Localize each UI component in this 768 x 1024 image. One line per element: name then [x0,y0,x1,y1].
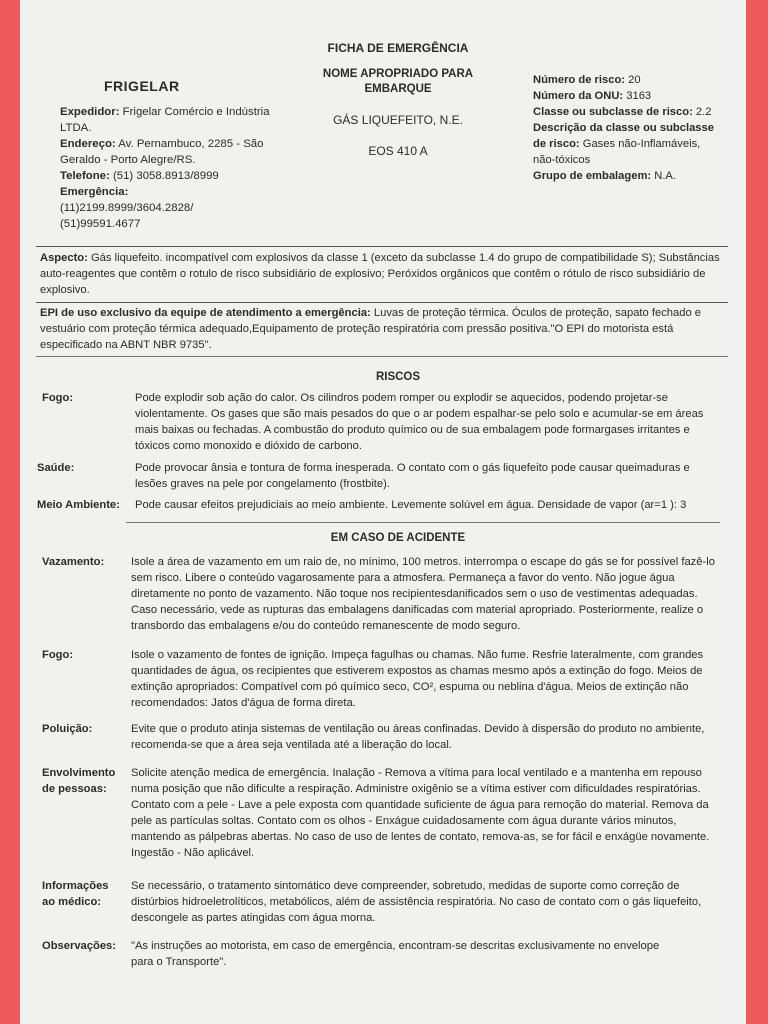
medico-label: Informações ao médico: [42,880,109,908]
observacoes-label: Observações: [42,940,117,952]
endereco: Endereço: Av. Pernambuco, 2285 - São Geraldo - Porto Alegre/RS. [60,138,264,166]
riscos-meio-text: Pode causar efeitos prejudiciais ao meio ambiente. Levemente solúvel em água. Densidade de vapor (ar=1 ): 3 [135,499,687,511]
right-red-border [746,0,768,1024]
document-title: FICHA DE EMERGÊNCIA [327,41,469,55]
envolvimento-label: Envolvimento de pessoas: [42,767,116,795]
acidente-fogo-label: Fogo: [42,649,74,661]
divider [36,356,728,357]
acidente-fogo-text: Isole o vazamento de fontes de ignição. Impeça fagulhas ou chamas. Não fume. Resfrie lateralmente, com grandes quantidades de água, os recipientes que estiverem expostos as chamas mesmo após a extinção do fogo. Meios de extinção apropriados: Compatível com pó químico seco, CO², espuma ou neblina d'água. Meios de extinção não recomendados: Jatos d'água de forma direta. [131,649,704,709]
divider [126,522,720,523]
riscos-saude-text: Pode provocar ânsia e tontura de forma inesperada. O contato com o gás liquefeito pode causar queimaduras e lesões graves na pele por congelamento (frostbite). [135,462,690,490]
riscos-saude-label: Saúde: [37,462,75,474]
poluicao-text: Evite que o produto atinja sistemas de ventilação ou áreas confinadas. Devido à dispersão do produto no ambiente, recomenda-se que a área seja ventilada até a liberação do local. [131,723,705,751]
divider [36,302,728,303]
company-name: FRIGELAR [104,78,180,94]
riscos-title: RISCOS [375,371,421,383]
risk-info-block: Número de risco: 20 Número da ONU: 3163 Classe ou subclasse de risco: 2.2 Descrição da classe ou subclasse de risco: Gases não-Inflamáveis, não-tóxicos Grupo de embalagem: N.A. [533,74,714,182]
poluicao-label: Poluição: [42,723,93,735]
emergencia: Emergência: (11)2199.8999/3604.2828/ (51)99591.4677 [60,186,194,230]
telefone: Telefone: (51) 3058.8913/8999 [60,170,219,182]
riscos-meio-label: Meio Ambiente: [37,499,120,511]
expedidor: Expedidor: Frigelar Comércio e Indústria LTDA. [60,106,270,134]
vazamento-text: Isole a área de vazamento em um raio de, no mínimo, 100 metros. interrompa o escape do gás se for possível fazê-lo sem risco. Libere o conteúdo vagarosamente para a atmosfera. Permaneça a favor do vento. Não jogue água diretamente no ponto de vazamento. Não toque nos recipientesdanificados sem o uso de vestimentas adequadas. Caso necessário, vede as rupturas das embalagens danificadas com material apropriado. Posteriormente, realize o transbordo das embalagens e/ou do conteúdo remanescente de modo seguro. [131,556,715,632]
shipper-block [60,104,280,232]
product-code: EOS 410 A [368,144,428,158]
aspecto-section: Aspecto: Gás liquefeito. incompatível com explosivos da classe 1 (exceto da subclasse 1.4 do grupo de compatibilidade S); Substâncias auto-reagentes que contêm o rotulo de risco subsidiário de explosivo; Peróxidos orgânicos que contêm o rótulo de risco subsidiário de explosivo. [40,252,720,296]
acidente-title: EM CASO DE ACIDENTE [330,532,466,544]
medico-text: Se necessário, o tratamento sintomático deve compreender, sobretudo, medidas de suporte como correção de distúrbios hidroeletrolíticos, metabólicos, além de assistência respiratória. No caso de contato com o gás liquefeito, descongele as partes atingidas com água morna. [131,880,702,924]
envolvimento-text: Solicite atenção medica de emergência. Inalação - Remova a vítima para local ventilado e a mantenha em repouso numa posição que não dificulte a respiração. Administre oxigênio se a vítima estiver com dificuldades respiratórias. Contato com a pele - Lave a pele exposta com quantidade suficiente de água para remoção do material. Remova da pele as partículas soltas. Contato com os olhos - Enxágue cuidadosamente com água durante vários minutos, mantendo as pálpebras abertas. No caso de uso de lentes de contato, remova-as, se for fácil e enxágüe novamente. Ingestão - Não aplicável. [131,767,710,859]
shipping-name-label: NOME APROPRIADO PARA EMBARQUE [322,68,474,95]
shipping-name: GÁS LIQUEFEITO, N.E. [333,113,463,127]
riscos-fogo-text: Pode explodir sob ação do calor. Os cilindros podem romper ou explodir se aquecidos, podendo projetar-se violentamente. Os gases que são mais pesados do que o ar podem espalhar-se pelo solo e acumular-se em áreas mais baixas ou fechadas. A combustão do produto químico ou de sua embalagem pode formargases irritantes e tóxicos como monoxido e dióxido de carbono. [135,392,704,452]
observacoes-text: "As instruções ao motorista, em caso de emergência, encontram-se descritas exclusivamente no envelope para o Transporte". [131,940,660,968]
epi-section: EPI de uso exclusivo da equipe de atendimento a emergência: Luvas de proteção térmica. Óculos de proteção, sapato fechado e vestuário com proteção térmica adequado,Equipamento de proteção respiratória com pressão positiva."O EPI do motorista está especificado na ABNT NBR 9735". [40,307,702,351]
divider [36,246,728,247]
left-red-border [0,0,20,1024]
vazamento-label: Vazamento: [42,556,105,568]
riscos-fogo-label: Fogo: [42,392,74,404]
